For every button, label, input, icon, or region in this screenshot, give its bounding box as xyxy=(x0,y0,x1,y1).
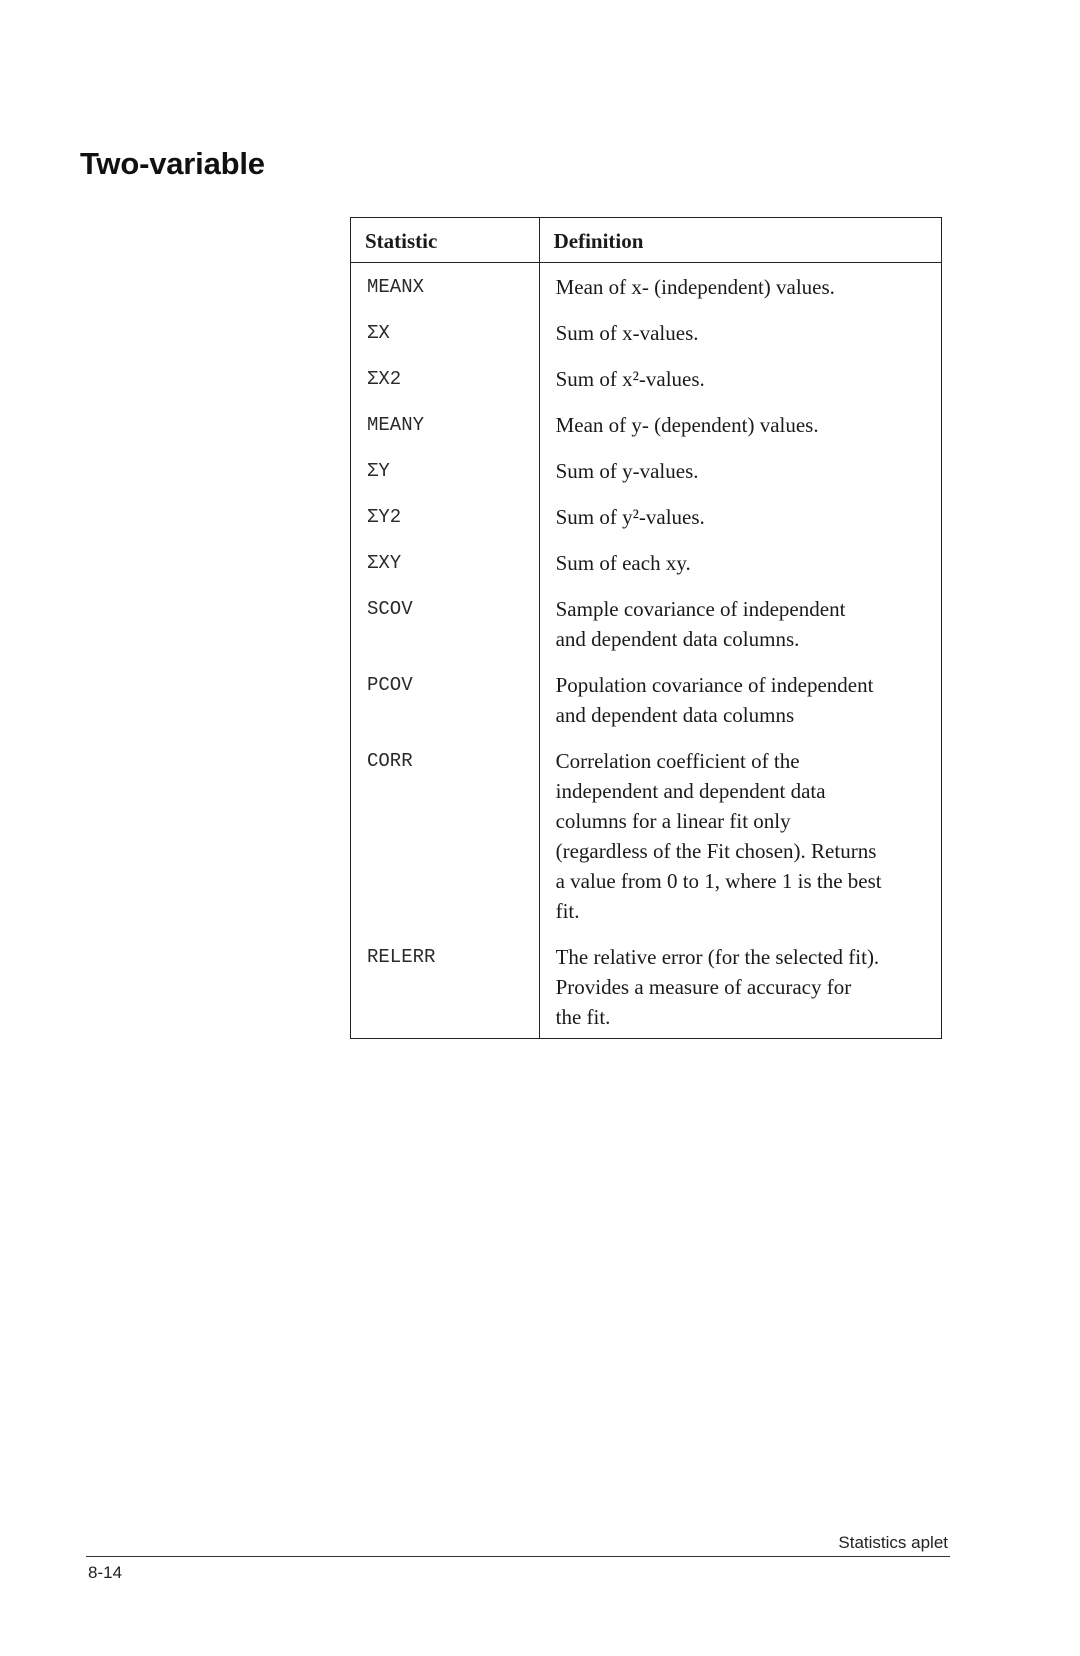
table-row xyxy=(351,746,942,942)
statistic-definition xyxy=(539,364,941,410)
table-row xyxy=(351,548,942,594)
definition-text: Sum of x²-values. xyxy=(555,367,705,391)
definition-text: Mean of x- (independent) values. xyxy=(555,275,835,299)
statistic-name: ΣX2 xyxy=(351,364,540,410)
statistic-name: MEANX xyxy=(351,263,540,319)
table-row xyxy=(351,594,942,670)
definition-text: Sum of y-values. xyxy=(555,459,699,483)
statistics-table xyxy=(350,217,942,1039)
statistic-definition xyxy=(539,670,941,746)
table-row xyxy=(351,410,942,456)
table-row xyxy=(351,263,942,319)
statistic-definition xyxy=(539,456,941,502)
statistic-column-header: Statistic xyxy=(351,218,540,263)
statistic-name: ΣX xyxy=(351,318,540,364)
statistic-definition xyxy=(539,746,941,942)
statistic-definition xyxy=(539,548,941,594)
statistic-name: ΣY xyxy=(351,456,540,502)
statistic-name: SCOV xyxy=(351,594,540,670)
page-footer xyxy=(86,1533,950,1582)
table-row xyxy=(351,942,942,1039)
definition-text: The relative error (for the selected fit). Provides a measure of accuracy for the fit. xyxy=(555,945,880,1029)
table-row xyxy=(351,670,942,746)
table-header-row xyxy=(351,218,942,263)
statistic-name: CORR xyxy=(351,746,540,942)
statistic-definition xyxy=(539,594,941,670)
statistic-definition xyxy=(539,263,941,319)
table-row xyxy=(351,502,942,548)
definition-text: Correlation coefficient of the independent and dependent data columns for a linear fit only (regardless of the Fit chosen). Returns a value from 0 to 1, where 1 is the best fit. xyxy=(555,749,882,923)
footer-page-number: 8-14 xyxy=(88,1563,123,1582)
statistic-name: ΣXY xyxy=(351,548,540,594)
statistic-definition xyxy=(539,502,941,548)
statistic-name: ΣY2 xyxy=(351,502,540,548)
table-row xyxy=(351,456,942,502)
statistic-name: RELERR xyxy=(351,942,540,1039)
statistic-definition xyxy=(539,318,941,364)
footer-section-name: Statistics aplet xyxy=(838,1533,948,1552)
definition-text: Sum of y²-values. xyxy=(555,505,705,529)
table-row xyxy=(351,364,942,410)
statistic-name: MEANY xyxy=(351,410,540,456)
definition-text: Mean of y- (dependent) values. xyxy=(555,413,819,437)
definition-text: Population covariance of independent and dependent data columns xyxy=(555,673,874,727)
definition-column-header: Definition xyxy=(539,218,941,263)
statistic-definition xyxy=(539,942,941,1039)
definition-text: Sum of each xy. xyxy=(555,551,691,575)
definition-text: Sample covariance of independent and dependent data columns. xyxy=(555,597,846,651)
statistic-name: PCOV xyxy=(351,670,540,746)
table-row xyxy=(351,318,942,364)
definition-text: Sum of x-values. xyxy=(555,321,699,345)
section-heading: Two-variable xyxy=(80,146,265,181)
statistic-definition xyxy=(539,410,941,456)
